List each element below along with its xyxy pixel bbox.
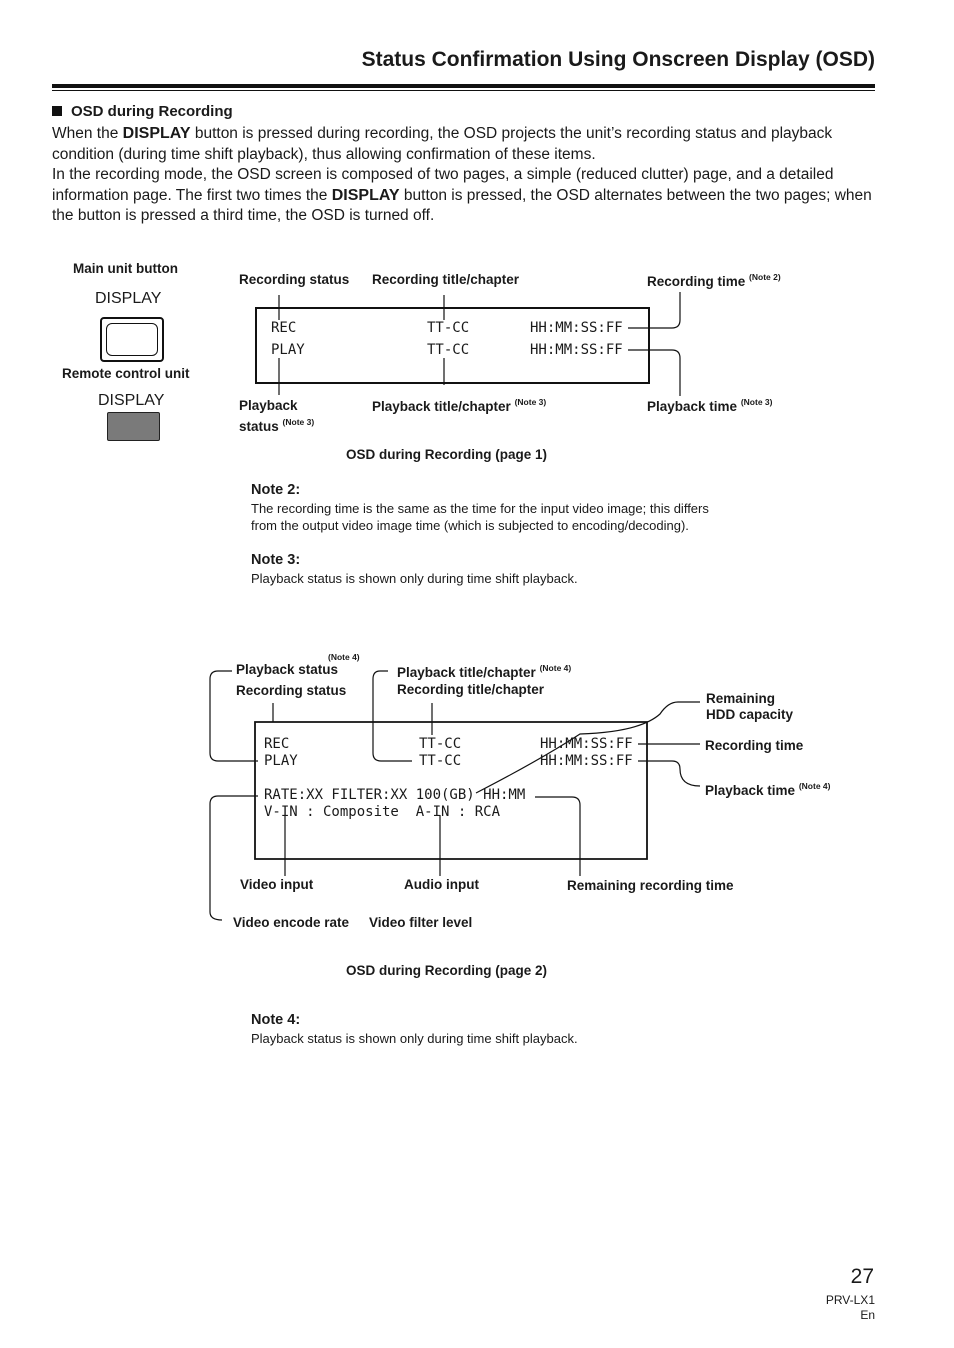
note3-title: Note 3: bbox=[251, 552, 301, 568]
osd2-playback-title-label: Playback title/chapter $^{(Note 4)}$ bbox=[397, 663, 572, 680]
remote-display-button[interactable] bbox=[107, 412, 160, 441]
osd2-line3-rate-filter: RATE:XX FILTER:XX 100(GB) HH:MM bbox=[264, 787, 526, 803]
osd2-video-filter-label: Video filter level bbox=[369, 915, 473, 930]
osd2-video-input-label: Video input bbox=[240, 877, 314, 892]
osd1-recording-time-label: Recording time $^{(Note 2)}$ bbox=[647, 272, 781, 289]
note2-text: The recording time is the same as the time for the input video image; this differs from the output video image time (which is subjected to encoding/decoding). bbox=[251, 501, 709, 533]
osd1-playback-title-label: Playback title/chapter $^{(Note 3)}$ bbox=[372, 397, 547, 414]
osd2-line1-title: TT-CC bbox=[419, 736, 462, 752]
intro-paragraph-1: When the DISPLAY button is pressed during recording, the OSD projects the unit’s recording status and playback condition (during time shift playback), thus allowing confirmation of these items. bbox=[52, 125, 833, 163]
note3-text: Playback status is shown only during time shift playback. bbox=[251, 571, 578, 586]
osd2-caption: OSD during Recording (page 2) bbox=[346, 963, 548, 978]
osd2-recording-title-label: Recording title/chapter bbox=[397, 682, 545, 697]
page-number: 27 bbox=[850, 1265, 874, 1288]
osd2-remaining-rec-time-label: Remaining recording time bbox=[567, 878, 734, 893]
osd1-line2-title: TT-CC bbox=[427, 342, 470, 358]
osd2-line4-inputs: V-IN : Composite A-IN : RCA bbox=[264, 804, 501, 820]
osd1-line2-status: PLAY bbox=[271, 342, 305, 358]
note4-text: Playback status is shown only during time shift playback. bbox=[251, 1031, 578, 1046]
osd1-caption: OSD during Recording (page 1) bbox=[346, 447, 548, 462]
osd2-recording-time-label: Recording time bbox=[705, 738, 804, 753]
note2-title: Note 2: bbox=[251, 482, 301, 498]
osd2-line2-status: PLAY bbox=[264, 753, 298, 769]
osd2-playback-time-label: Playback time $^{(Note 4)}$ bbox=[705, 781, 831, 798]
osd1-playback-time-label: Playback time $^{(Note 3)}$ bbox=[647, 397, 773, 414]
remote-control-label: Remote control unit bbox=[62, 366, 190, 381]
model-info bbox=[826, 1293, 875, 1323]
main-unit-display-button-face bbox=[106, 323, 158, 356]
section-heading-text: OSD during Recording bbox=[71, 103, 233, 120]
main-unit-display-text: DISPLAY bbox=[95, 290, 162, 307]
osd1-playback-status-label: Playback status $^{(Note 3)}$ bbox=[239, 398, 315, 434]
osd2-line1-status: REC bbox=[264, 736, 290, 752]
osd1-line2-time: HH:MM:SS:FF bbox=[530, 342, 623, 358]
osd1-line1-time: HH:MM:SS:FF bbox=[530, 320, 623, 336]
intro-paragraph-2: In the recording mode, the OSD screen is composed of two pages, a simple (reduced clutter) page, and a detailed information page. The first two times the DISPLAY button is pressed, the OSD alternates between the two pages; when the button is pressed a third time, the OSD is turned off. bbox=[52, 166, 872, 224]
osd2-playback-status-label: Playback status bbox=[236, 662, 339, 677]
osd2-recording-status-label: Recording status bbox=[236, 683, 347, 698]
osd1-line1-title: TT-CC bbox=[427, 320, 470, 336]
osd1-recording-title-label: Recording title/chapter bbox=[372, 272, 520, 287]
main-unit-display-button[interactable] bbox=[100, 317, 164, 362]
model-number: PRV-LX1 bbox=[825, 1293, 875, 1307]
page-title: Status Confirmation Using Onscreen Display (OSD) bbox=[361, 48, 875, 71]
osd2-line1-time: HH:MM:SS:FF bbox=[540, 736, 633, 752]
osd2-line2-time: HH:MM:SS:FF bbox=[540, 753, 633, 769]
note4-title: Note 4: bbox=[251, 1012, 301, 1028]
language-code: En bbox=[860, 1308, 875, 1322]
osd2-audio-input-label: Audio input bbox=[404, 877, 479, 892]
main-unit-button-label: Main unit button bbox=[73, 261, 178, 276]
remote-display-text: DISPLAY bbox=[98, 392, 165, 409]
osd2-line2-title: TT-CC bbox=[419, 753, 462, 769]
osd1-line1-status: REC bbox=[271, 320, 297, 336]
osd2-note4-superscript: (Note 4) bbox=[328, 652, 360, 662]
osd1-recording-status-label: Recording status bbox=[239, 272, 350, 287]
osd2-video-encode-label: Video encode rate bbox=[233, 915, 350, 930]
osd2-remaining-hdd-label: Remaining HDD capacity bbox=[706, 691, 794, 722]
